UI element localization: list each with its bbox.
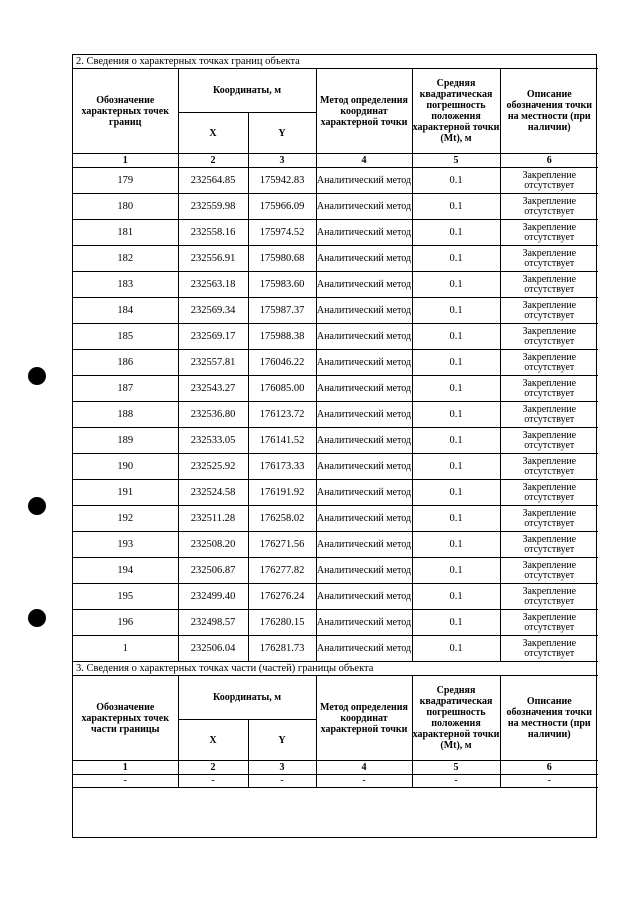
table-row <box>73 454 598 480</box>
method-cell: Аналитический метод <box>316 584 412 610</box>
x-coordinate-cell: 232536.80 <box>178 402 248 428</box>
column-number: 6 <box>500 761 598 775</box>
column-number: 1 <box>73 761 178 775</box>
mt-error-cell: 0.1 <box>412 220 500 246</box>
table-row <box>73 376 598 402</box>
method-cell: Аналитический метод <box>316 480 412 506</box>
x-coordinate-cell: 232498.57 <box>178 610 248 636</box>
table-row <box>73 636 598 662</box>
table-row <box>73 324 598 350</box>
y-coordinate-cell: 175980.68 <box>248 246 316 272</box>
y-coordinate-cell: 176258.02 <box>248 506 316 532</box>
description-cell: Закрепление отсутствует <box>500 324 598 350</box>
column-number: 2 <box>178 154 248 168</box>
method-cell: Аналитический метод <box>316 376 412 402</box>
point-id-cell: 179 <box>73 168 178 194</box>
header-description: Описание обозначения точки на местности (при наличии) <box>500 69 598 154</box>
point-id-cell: 1 <box>73 636 178 662</box>
point-id-cell: 180 <box>73 194 178 220</box>
description-cell: Закрепление отсутствует <box>500 532 598 558</box>
description-cell: Закрепление отсутствует <box>500 558 598 584</box>
column-number: 3 <box>248 761 316 775</box>
header-description: Описание обозначения точки на местности (при наличии) <box>500 676 598 761</box>
x-coordinate-cell: 232506.87 <box>178 558 248 584</box>
method-cell: Аналитический метод <box>316 636 412 662</box>
point-id-cell: - <box>73 775 178 788</box>
table-row <box>73 428 598 454</box>
mt-error-cell: 0.1 <box>412 402 500 428</box>
x-coordinate-cell: 232499.40 <box>178 584 248 610</box>
x-coordinate-cell: 232556.91 <box>178 246 248 272</box>
y-coordinate-cell: 176141.52 <box>248 428 316 454</box>
x-coordinate-cell: 232524.58 <box>178 480 248 506</box>
header-x: X <box>178 720 248 761</box>
y-coordinate-cell: 176281.73 <box>248 636 316 662</box>
mt-error-cell: 0.1 <box>412 194 500 220</box>
description-cell: Закрепление отсутствует <box>500 454 598 480</box>
mt-error-cell: 0.1 <box>412 558 500 584</box>
table-row <box>73 775 598 788</box>
table-row <box>73 194 598 220</box>
header-error: Средняя квадратическая погрешность положения характерной точки (Mt), м <box>412 676 500 761</box>
mt-error-cell: 0.1 <box>412 350 500 376</box>
point-id-cell: 190 <box>73 454 178 480</box>
point-id-cell: 182 <box>73 246 178 272</box>
point-id-cell: 183 <box>73 272 178 298</box>
header-designation: Обозначение характерных точек части границы <box>73 676 178 761</box>
x-coordinate-cell: 232508.20 <box>178 532 248 558</box>
method-cell: Аналитический метод <box>316 402 412 428</box>
method-cell: Аналитический метод <box>316 246 412 272</box>
point-id-cell: 196 <box>73 610 178 636</box>
x-coordinate-cell: 232557.81 <box>178 350 248 376</box>
method-cell: Аналитический метод <box>316 506 412 532</box>
y-coordinate-cell: 175974.52 <box>248 220 316 246</box>
mt-error-cell: - <box>412 775 500 788</box>
x-coordinate-cell: 232564.85 <box>178 168 248 194</box>
header-method: Метод определения координат характерной точки <box>316 676 412 761</box>
column-number: 2 <box>178 761 248 775</box>
column-number: 5 <box>412 761 500 775</box>
table-row <box>73 220 598 246</box>
description-cell: Закрепление отсутствует <box>500 506 598 532</box>
header-coordinates: Координаты, м <box>178 676 316 720</box>
y-coordinate-cell: 176191.92 <box>248 480 316 506</box>
table-row <box>73 558 598 584</box>
y-coordinate-cell: 176271.56 <box>248 532 316 558</box>
method-cell: Аналитический метод <box>316 610 412 636</box>
method-cell: Аналитический метод <box>316 428 412 454</box>
description-cell: Закрепление отсутствует <box>500 584 598 610</box>
method-cell: Аналитический метод <box>316 272 412 298</box>
mt-error-cell: 0.1 <box>412 584 500 610</box>
table-row <box>73 350 598 376</box>
table-row <box>73 272 598 298</box>
description-cell: Закрепление отсутствует <box>500 220 598 246</box>
point-id-cell: 186 <box>73 350 178 376</box>
y-coordinate-cell: 176276.24 <box>248 584 316 610</box>
point-id-cell: 194 <box>73 558 178 584</box>
y-coordinate-cell: 176046.22 <box>248 350 316 376</box>
description-cell: Закрепление отсутствует <box>500 428 598 454</box>
mt-error-cell: 0.1 <box>412 532 500 558</box>
point-id-cell: 189 <box>73 428 178 454</box>
x-coordinate-cell: 232511.28 <box>178 506 248 532</box>
x-coordinate-cell: 232506.04 <box>178 636 248 662</box>
mt-error-cell: 0.1 <box>412 428 500 454</box>
description-cell: Закрепление отсутствует <box>500 246 598 272</box>
binder-hole <box>28 497 46 515</box>
x-coordinate-cell: 232558.16 <box>178 220 248 246</box>
point-id-cell: 195 <box>73 584 178 610</box>
description-cell: - <box>500 775 598 788</box>
section3-table <box>73 662 598 788</box>
description-cell: Закрепление отсутствует <box>500 376 598 402</box>
point-id-cell: 185 <box>73 324 178 350</box>
column-number: 3 <box>248 154 316 168</box>
x-coordinate-cell: 232525.92 <box>178 454 248 480</box>
description-cell: Закрепление отсутствует <box>500 168 598 194</box>
point-id-cell: 192 <box>73 506 178 532</box>
method-cell: Аналитический метод <box>316 220 412 246</box>
header-method: Метод определения координат характерной точки <box>316 69 412 154</box>
mt-error-cell: 0.1 <box>412 168 500 194</box>
mt-error-cell: 0.1 <box>412 376 500 402</box>
column-number: 4 <box>316 154 412 168</box>
column-numbers-row <box>73 761 598 775</box>
y-coordinate-cell: 175983.60 <box>248 272 316 298</box>
section3-title: 3. Сведения о характерных точках части (частей) границы объекта <box>73 662 598 676</box>
table-row <box>73 610 598 636</box>
mt-error-cell: 0.1 <box>412 246 500 272</box>
column-numbers-row <box>73 154 598 168</box>
binder-hole <box>28 367 46 385</box>
y-coordinate-cell: 176173.33 <box>248 454 316 480</box>
point-id-cell: 181 <box>73 220 178 246</box>
table-row <box>73 506 598 532</box>
y-coordinate-cell: 176280.15 <box>248 610 316 636</box>
description-cell: Закрепление отсутствует <box>500 298 598 324</box>
header-y: Y <box>248 113 316 154</box>
table-row <box>73 480 598 506</box>
x-coordinate-cell: 232559.98 <box>178 194 248 220</box>
x-coordinate-cell: 232563.18 <box>178 272 248 298</box>
column-number: 6 <box>500 154 598 168</box>
method-cell: Аналитический метод <box>316 168 412 194</box>
document-frame <box>72 54 597 838</box>
section2-table <box>73 55 598 662</box>
y-coordinate-cell: 176085.00 <box>248 376 316 402</box>
header-x: X <box>178 113 248 154</box>
table-row <box>73 532 598 558</box>
description-cell: Закрепление отсутствует <box>500 272 598 298</box>
binder-hole <box>28 609 46 627</box>
x-coordinate-cell: 232569.34 <box>178 298 248 324</box>
x-coordinate-cell: - <box>178 775 248 788</box>
x-coordinate-cell: 232569.17 <box>178 324 248 350</box>
mt-error-cell: 0.1 <box>412 506 500 532</box>
point-id-cell: 187 <box>73 376 178 402</box>
table-row <box>73 246 598 272</box>
mt-error-cell: 0.1 <box>412 480 500 506</box>
table-row <box>73 584 598 610</box>
method-cell: Аналитический метод <box>316 298 412 324</box>
y-coordinate-cell: 175942.83 <box>248 168 316 194</box>
method-cell: - <box>316 775 412 788</box>
point-id-cell: 188 <box>73 402 178 428</box>
y-coordinate-cell: 175966.09 <box>248 194 316 220</box>
point-id-cell: 191 <box>73 480 178 506</box>
method-cell: Аналитический метод <box>316 454 412 480</box>
description-cell: Закрепление отсутствует <box>500 402 598 428</box>
description-cell: Закрепление отсутствует <box>500 480 598 506</box>
x-coordinate-cell: 232543.27 <box>178 376 248 402</box>
column-number: 1 <box>73 154 178 168</box>
table-row <box>73 168 598 194</box>
mt-error-cell: 0.1 <box>412 272 500 298</box>
x-coordinate-cell: 232533.05 <box>178 428 248 454</box>
header-coordinates: Координаты, м <box>178 69 316 113</box>
method-cell: Аналитический метод <box>316 194 412 220</box>
description-cell: Закрепление отсутствует <box>500 610 598 636</box>
mt-error-cell: 0.1 <box>412 454 500 480</box>
section3-rows <box>73 775 598 788</box>
point-id-cell: 193 <box>73 532 178 558</box>
method-cell: Аналитический метод <box>316 558 412 584</box>
y-coordinate-cell: 175987.37 <box>248 298 316 324</box>
y-coordinate-cell: 176277.82 <box>248 558 316 584</box>
section2-rows <box>73 168 598 662</box>
table-row <box>73 298 598 324</box>
method-cell: Аналитический метод <box>316 350 412 376</box>
description-cell: Закрепление отсутствует <box>500 350 598 376</box>
column-number: 4 <box>316 761 412 775</box>
y-coordinate-cell: 175988.38 <box>248 324 316 350</box>
point-id-cell: 184 <box>73 298 178 324</box>
table-row <box>73 402 598 428</box>
y-coordinate-cell: 176123.72 <box>248 402 316 428</box>
description-cell: Закрепление отсутствует <box>500 636 598 662</box>
method-cell: Аналитический метод <box>316 532 412 558</box>
header-y: Y <box>248 720 316 761</box>
description-cell: Закрепление отсутствует <box>500 194 598 220</box>
section2-title: 2. Сведения о характерных точках границ объекта <box>73 55 598 69</box>
mt-error-cell: 0.1 <box>412 324 500 350</box>
method-cell: Аналитический метод <box>316 324 412 350</box>
column-number: 5 <box>412 154 500 168</box>
mt-error-cell: 0.1 <box>412 610 500 636</box>
mt-error-cell: 0.1 <box>412 636 500 662</box>
header-error: Средняя квадратическая погрешность положения характерной точки (Mt), м <box>412 69 500 154</box>
mt-error-cell: 0.1 <box>412 298 500 324</box>
y-coordinate-cell: - <box>248 775 316 788</box>
header-designation: Обозначение характерных точек границ <box>73 69 178 154</box>
